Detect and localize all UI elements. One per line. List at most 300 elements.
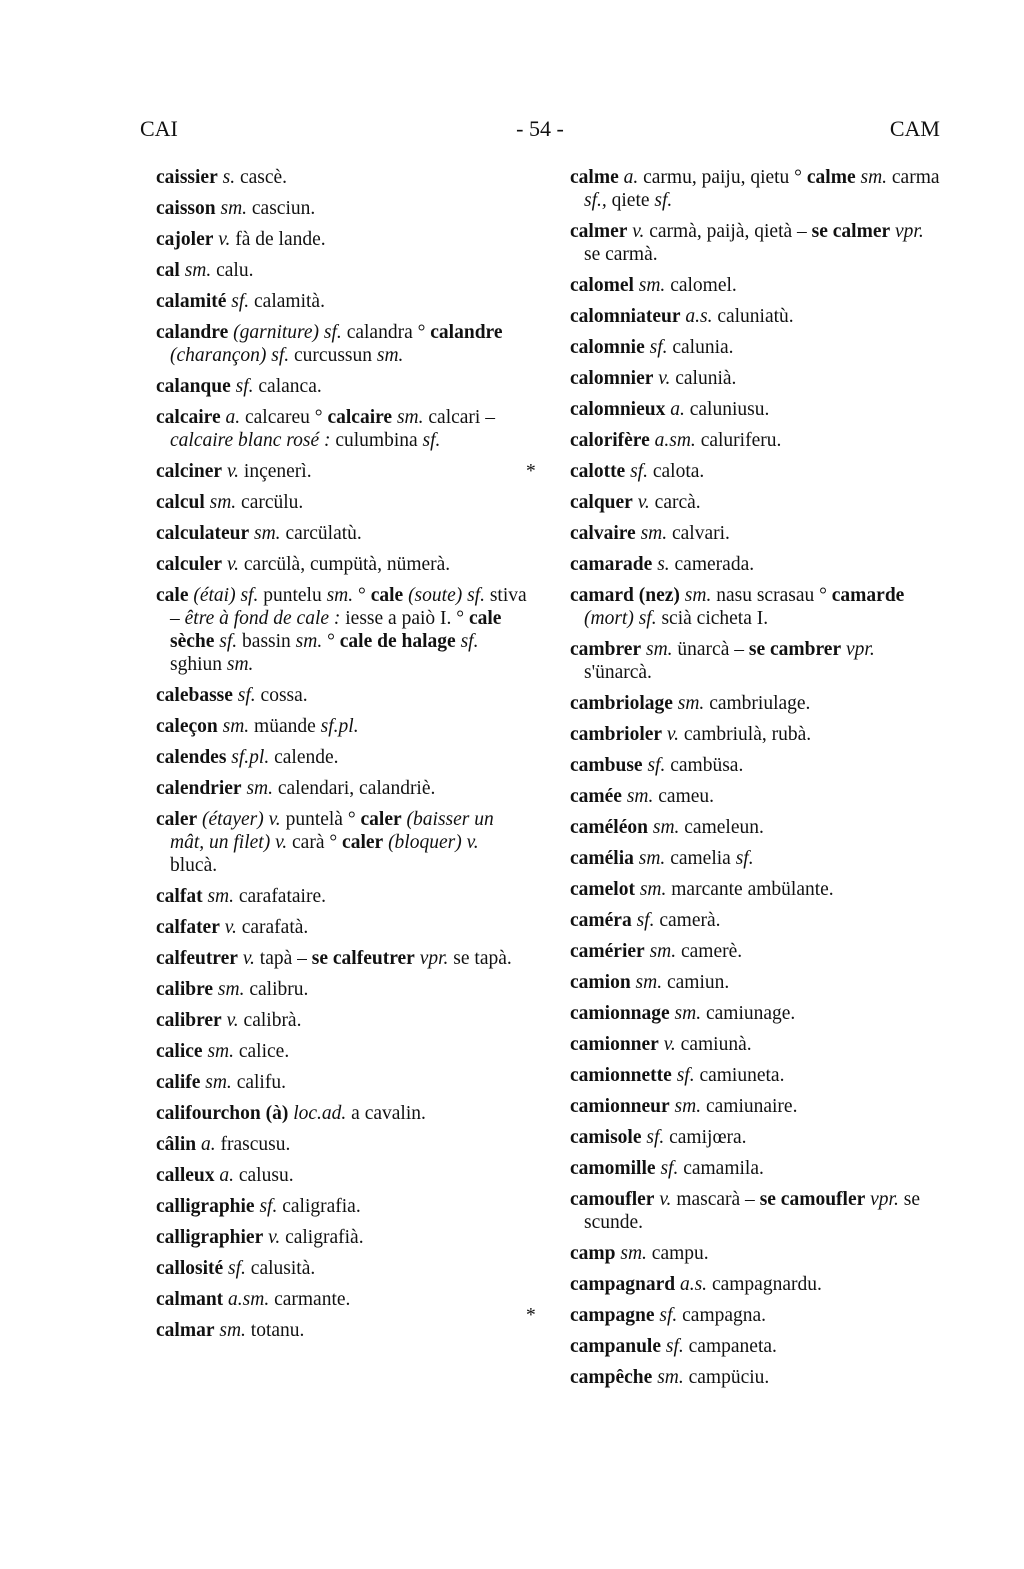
translation: cameu. xyxy=(653,786,715,807)
grammar-label: v. xyxy=(263,1227,281,1248)
dictionary-entry xyxy=(156,166,530,189)
translation: camerè. xyxy=(676,941,743,962)
grammar-label: sf. xyxy=(654,190,673,211)
headword: calotte xyxy=(570,461,626,482)
translation: caligrafia. xyxy=(277,1196,361,1217)
headword: calvaire xyxy=(570,523,636,544)
translation: carmu, paiju, qietu ° xyxy=(638,167,807,188)
translation: puntelà ° xyxy=(280,809,361,830)
dictionary-entry xyxy=(156,259,530,282)
translation: calota. xyxy=(647,461,705,482)
dictionary-entry xyxy=(570,336,944,359)
translation: calamità. xyxy=(249,291,325,312)
headword: cale de halage xyxy=(339,631,456,652)
translation: calanca. xyxy=(253,376,322,397)
headword: campagnard xyxy=(570,1274,676,1295)
grammar-label: sm. xyxy=(635,523,668,544)
headword: calcul xyxy=(156,492,205,513)
grammar-label: v. xyxy=(213,229,231,250)
dictionary-entry xyxy=(570,754,944,777)
grammar-label: sm. xyxy=(376,345,404,366)
dictionary-entry xyxy=(156,1195,530,1218)
grammar-label: v. xyxy=(658,1034,676,1055)
grammar-label: sf. xyxy=(655,1158,679,1179)
translation: caluniatù. xyxy=(712,306,794,327)
translation: campu. xyxy=(646,1243,709,1264)
grammar-label: sm. xyxy=(634,879,667,900)
translation: carcülà, cumpütà, nümerà. xyxy=(239,554,451,575)
grammar-label: sm. xyxy=(213,979,245,1000)
grammar-label: vpr. xyxy=(841,639,875,660)
grammar-label: sm. xyxy=(630,972,663,993)
dictionary-entry xyxy=(156,460,530,483)
grammar-label: sm. xyxy=(179,260,212,281)
dictionary-entry xyxy=(156,290,530,313)
translation: camiunaire. xyxy=(701,1096,798,1117)
grammar-label: a. xyxy=(196,1134,216,1155)
headword: calomnier xyxy=(570,368,654,389)
translation: müande xyxy=(249,716,321,737)
translation: blucà. xyxy=(170,855,218,876)
dictionary-entry xyxy=(156,1133,530,1156)
headword: calfat xyxy=(156,886,203,907)
grammar-label: sm. xyxy=(202,886,234,907)
headword: camionnette xyxy=(570,1065,672,1086)
translation: sghiun xyxy=(170,654,227,675)
grammar-label: v. xyxy=(653,368,671,389)
dictionary-entry xyxy=(570,1126,944,1149)
headword: cale xyxy=(156,585,189,606)
grammar-label: sm. xyxy=(215,198,248,219)
grammar-label: sm. xyxy=(214,1320,246,1341)
headword: calmer xyxy=(570,221,628,242)
headword: calquer xyxy=(570,492,633,513)
headword: camarade xyxy=(570,554,653,575)
dictionary-entry xyxy=(570,429,944,452)
dictionary-entry xyxy=(570,367,944,390)
translation: carma xyxy=(887,167,940,188)
dictionary-entry xyxy=(156,375,530,398)
dictionary-entry xyxy=(156,1009,530,1032)
translation: calusità. xyxy=(245,1258,316,1279)
headword: caleçon xyxy=(156,716,218,737)
grammar-label: v. xyxy=(222,554,240,575)
grammar-label: (mort) sf. xyxy=(584,608,657,629)
headword: calibrer xyxy=(156,1010,222,1031)
translation: se carmà. xyxy=(584,244,658,265)
dictionary-entry xyxy=(156,553,530,576)
dictionary-entry xyxy=(156,746,530,769)
dictionary-entry xyxy=(570,816,944,839)
translation: caluriferu. xyxy=(695,430,782,451)
grammar-label: (bloquer) v. xyxy=(383,832,479,853)
guide-word-right: CAM xyxy=(889,116,940,141)
translation: calendari, calandriè. xyxy=(272,778,436,799)
grammar-label: sf. xyxy=(254,1196,278,1217)
guide-word-left: CAI xyxy=(140,116,178,141)
grammar-label: sf. xyxy=(214,631,238,652)
translation: camerà. xyxy=(654,910,721,931)
headword: camarde xyxy=(831,585,905,606)
headword: cale sèche xyxy=(170,608,502,652)
headword: camp xyxy=(570,1243,616,1264)
translation: culumbina xyxy=(330,430,423,451)
dictionary-entry xyxy=(570,522,944,545)
headword: cale xyxy=(370,585,404,606)
translation: mascarà – xyxy=(671,1189,760,1210)
translation: bassin xyxy=(237,631,296,652)
headword: camoufler xyxy=(570,1189,655,1210)
headword: calendrier xyxy=(156,778,242,799)
dictionary-entry xyxy=(156,947,530,970)
translation: calende. xyxy=(269,747,339,768)
grammar-label: loc.ad. xyxy=(288,1103,347,1124)
translation: cossa. xyxy=(255,685,308,706)
grammar-label: calcaire blanc rosé : xyxy=(170,430,331,451)
grammar-label: a.sm. xyxy=(649,430,696,451)
grammar-label: a. xyxy=(220,407,241,428)
dictionary-entry xyxy=(570,398,944,421)
dictionary-entry xyxy=(156,1071,530,1094)
translation: camamila. xyxy=(678,1158,764,1179)
dictionary-entry xyxy=(156,684,530,707)
headword: camérier xyxy=(570,941,645,962)
translation: iesse a paiò I. ° xyxy=(340,608,469,629)
dictionary-entry xyxy=(156,808,530,877)
headword: calomniateur xyxy=(570,306,681,327)
headword: calleux xyxy=(156,1165,215,1186)
dictionary-entry xyxy=(570,220,944,266)
translation: qiete xyxy=(606,190,655,211)
headword: calligraphier xyxy=(156,1227,264,1248)
grammar-label: v. xyxy=(632,492,650,513)
dictionary-entry xyxy=(156,715,530,738)
grammar-label: s. xyxy=(217,167,236,188)
grammar-label: sm. xyxy=(202,1041,234,1062)
grammar-label: sf., xyxy=(584,190,607,211)
page-number: - 54 - xyxy=(516,116,564,141)
dictionary-entry xyxy=(570,1366,944,1389)
dictionary-entry xyxy=(570,1335,944,1358)
grammar-label: a.sm. xyxy=(223,1289,270,1310)
grammar-label: sf. xyxy=(232,685,256,706)
translation: cascè. xyxy=(235,167,288,188)
translation: stiva – xyxy=(170,585,527,629)
headword: calligraphie xyxy=(156,1196,255,1217)
headword: calibre xyxy=(156,979,214,1000)
dictionary-entry: * calotte sf. calota. xyxy=(526,461,705,482)
headword: calciner xyxy=(156,461,223,482)
translation: campagna. xyxy=(677,1305,767,1326)
headword: calmant xyxy=(156,1289,224,1310)
headword: camionneur xyxy=(570,1096,670,1117)
translation: ° xyxy=(322,631,340,652)
headword: se cambrer xyxy=(748,639,842,660)
dictionary-entry xyxy=(156,777,530,800)
headword: cambuse xyxy=(570,755,643,776)
translation: cameleun. xyxy=(679,817,764,838)
headword: calomnieux xyxy=(570,399,666,420)
dictionary-entry: * campagne sf. campagna. xyxy=(526,1305,767,1326)
headword: calomel xyxy=(570,275,634,296)
headword: caler xyxy=(360,809,402,830)
headword: caisson xyxy=(156,198,216,219)
headword: camée xyxy=(570,786,622,807)
dictionary-entry xyxy=(156,885,530,908)
grammar-label: vpr. xyxy=(890,221,924,242)
grammar-label: sm. xyxy=(633,275,666,296)
translation: calandra ° xyxy=(341,322,431,343)
dictionary-entry xyxy=(570,785,944,808)
headword: califourchon (à) xyxy=(156,1103,289,1124)
grammar-label: sf. xyxy=(631,910,655,931)
translation: caluniusu. xyxy=(684,399,770,420)
dictionary-entry xyxy=(570,909,944,932)
grammar-label: v. xyxy=(627,221,645,242)
translation: carmante. xyxy=(269,1289,351,1310)
dictionary-entry xyxy=(570,692,944,715)
headword: calme xyxy=(570,167,619,188)
grammar-label: sf. xyxy=(671,1065,695,1086)
translation: carafatà. xyxy=(236,917,309,938)
dictionary-entry xyxy=(156,406,530,452)
grammar-label: sm. xyxy=(672,693,705,714)
dictionary-entry xyxy=(570,1157,944,1180)
grammar-label: sf. xyxy=(661,1336,684,1357)
translation: a cavalin. xyxy=(346,1103,426,1124)
grammar-label: sm. xyxy=(633,848,666,869)
headword: caissier xyxy=(156,167,218,188)
dictionary-entry xyxy=(570,1095,944,1118)
headword: calmar xyxy=(156,1320,215,1341)
headword: camion xyxy=(570,972,631,993)
translation: calu. xyxy=(211,260,254,281)
translation: marcante ambülante. xyxy=(666,879,834,900)
left-column xyxy=(156,166,530,1350)
dictionary-entry xyxy=(156,228,530,251)
translation: ünarcà – xyxy=(672,639,749,660)
headword: cal xyxy=(156,260,180,281)
dictionary-entry xyxy=(156,1288,530,1311)
headword: calculateur xyxy=(156,523,250,544)
dictionary-entry xyxy=(156,1226,530,1249)
dictionary-entry xyxy=(156,522,530,545)
grammar-label: sm. xyxy=(217,716,250,737)
grammar-label: sf. xyxy=(641,1127,665,1148)
dictionary-entry xyxy=(570,723,944,746)
dictionary-entry xyxy=(156,916,530,939)
grammar-label: être à fond de cale : xyxy=(184,608,341,629)
dictionary-entry xyxy=(156,491,530,514)
grammar-label: sm. xyxy=(644,941,677,962)
grammar-label: v. xyxy=(654,1189,672,1210)
headword: câlin xyxy=(156,1134,197,1155)
right-column xyxy=(526,166,944,1397)
headword: calorifère xyxy=(570,430,650,451)
translation: calvari. xyxy=(667,523,730,544)
grammar-label: sf. xyxy=(226,291,250,312)
headword: cambrioler xyxy=(570,724,663,745)
headword: se calmer xyxy=(811,221,891,242)
translation: s'ünarcà. xyxy=(584,662,652,683)
translation: camiuneta. xyxy=(694,1065,785,1086)
headword: camionnage xyxy=(570,1003,670,1024)
headword: calcaire xyxy=(156,407,221,428)
translation: fà de lande. xyxy=(230,229,326,250)
headword: caméra xyxy=(570,910,632,931)
translation: se tapà. xyxy=(448,948,512,969)
headword: calandre xyxy=(156,322,229,343)
translation: camerada. xyxy=(669,554,755,575)
translation: calice. xyxy=(233,1041,290,1062)
grammar-label: (étayer) v. xyxy=(197,809,281,830)
grammar-label: sf. xyxy=(642,755,666,776)
headword: calendes xyxy=(156,747,227,768)
headword: cajoler xyxy=(156,229,214,250)
dictionary-entry xyxy=(570,1033,944,1056)
grammar-label: sm. xyxy=(326,585,354,606)
translation: calunia. xyxy=(667,337,734,358)
translation: curcussun xyxy=(289,345,377,366)
translation: scià cicheta I. xyxy=(656,608,769,629)
translation: carcülu. xyxy=(236,492,304,513)
grammar-label: sf.pl. xyxy=(226,747,270,768)
dictionary-entry xyxy=(570,878,944,901)
dictionary-entry xyxy=(156,1164,530,1187)
grammar-label: sm. xyxy=(669,1096,702,1117)
translation: califu. xyxy=(231,1072,286,1093)
dictionary-entry xyxy=(570,940,944,963)
grammar-label: sm. xyxy=(204,492,237,513)
grammar-label: sm. xyxy=(392,407,424,428)
headword: campêche xyxy=(570,1367,653,1388)
dictionary-entry xyxy=(156,1257,530,1280)
grammar-label: sm. xyxy=(621,786,654,807)
translation: carà ° xyxy=(287,832,343,853)
translation: frascusu. xyxy=(215,1134,291,1155)
headword: caméléon xyxy=(570,817,648,838)
dictionary-entry xyxy=(570,584,944,630)
translation: calcareu ° xyxy=(240,407,328,428)
dictionary-entry xyxy=(570,1064,944,1087)
grammar-label: a. xyxy=(214,1165,234,1186)
headword: caler xyxy=(342,832,384,853)
translation: campüciu. xyxy=(683,1367,770,1388)
translation: se scunde. xyxy=(584,1189,920,1233)
grammar-label: sm. xyxy=(249,523,281,544)
grammar-label: vpr. xyxy=(414,948,449,969)
translation: carcà. xyxy=(649,492,701,513)
grammar-label: sm. xyxy=(615,1243,647,1264)
headword: camelot xyxy=(570,879,635,900)
dictionary-entry xyxy=(570,166,944,212)
translation: calibru. xyxy=(244,979,309,1000)
dictionary-entry xyxy=(570,305,944,328)
headword: cambrer xyxy=(570,639,642,660)
grammar-label: sm. xyxy=(855,167,888,188)
translation: camijœra. xyxy=(664,1127,747,1148)
grammar-label: sm. xyxy=(226,654,254,675)
grammar-label: sm. xyxy=(647,817,680,838)
translation: carcülatù. xyxy=(280,523,362,544)
dictionary-entry xyxy=(570,274,944,297)
dictionary-entry xyxy=(156,1102,530,1125)
grammar-label: s. xyxy=(652,554,670,575)
headword: calcaire xyxy=(327,407,393,428)
dictionary-entry xyxy=(570,638,944,684)
translation: cambüsa. xyxy=(665,755,744,776)
headword: calfeutrer xyxy=(156,948,238,969)
translation: cambriulà, rubà. xyxy=(679,724,812,745)
headword: calamité xyxy=(156,291,227,312)
translation: ° xyxy=(353,585,371,606)
grammar-label: (baisser un mât, un filet) v. xyxy=(170,809,494,853)
dictionary-entry xyxy=(156,978,530,1001)
grammar-label: (étai) sf. xyxy=(188,585,259,606)
headword: calanque xyxy=(156,376,231,397)
translation: totanu. xyxy=(245,1320,305,1341)
dictionary-entry xyxy=(156,1319,530,1342)
headword: camélia xyxy=(570,848,634,869)
page-header xyxy=(140,116,940,150)
grammar-label: sf. xyxy=(654,1305,678,1326)
grammar-label: (charançon) sf. xyxy=(170,345,290,366)
dictionary-entry xyxy=(570,847,944,870)
grammar-label: v. xyxy=(662,724,680,745)
headword: calice xyxy=(156,1041,203,1062)
headword: calomnie xyxy=(570,337,645,358)
headword: calfater xyxy=(156,917,220,938)
dictionary-entry xyxy=(570,1188,944,1234)
grammar-label: a. xyxy=(618,167,639,188)
headword: campagne xyxy=(570,1305,655,1326)
grammar-label: sf. xyxy=(422,430,441,451)
headword: calife xyxy=(156,1072,201,1093)
headword: cambriolage xyxy=(570,693,673,714)
headword: calme xyxy=(806,167,856,188)
translation: camelia xyxy=(665,848,736,869)
headword: calandre xyxy=(430,322,503,343)
dictionary-entry xyxy=(570,553,944,576)
grammar-label: sf. xyxy=(735,848,754,869)
translation: calusu. xyxy=(234,1165,294,1186)
translation: calomel. xyxy=(665,275,737,296)
translation: carmà, paijà, qietà – xyxy=(644,221,812,242)
translation: camiun. xyxy=(662,972,730,993)
grammar-label: sm. xyxy=(652,1367,684,1388)
grammar-label: vpr. xyxy=(865,1189,899,1210)
dictionary-entry xyxy=(570,1002,944,1025)
headword: se camoufler xyxy=(759,1189,866,1210)
grammar-label: a. xyxy=(665,399,685,420)
grammar-label: sm. xyxy=(669,1003,702,1024)
grammar-label: sm. xyxy=(200,1072,232,1093)
dictionary-entry xyxy=(156,197,530,220)
translation: nasu scrasau ° xyxy=(711,585,832,606)
translation: inçenerì. xyxy=(239,461,312,482)
dictionary-entry xyxy=(570,491,944,514)
dictionary-entry xyxy=(570,1242,944,1265)
grammar-label: v. xyxy=(237,948,255,969)
headword: camisole xyxy=(570,1127,642,1148)
grammar-label: sm. xyxy=(641,639,673,660)
grammar-label: a.s. xyxy=(680,306,713,327)
translation: camiunage. xyxy=(701,1003,796,1024)
headword: caler xyxy=(156,809,198,830)
grammar-label: (soute) sf. xyxy=(403,585,485,606)
grammar-label: v. xyxy=(219,917,237,938)
headword: campanule xyxy=(570,1336,662,1357)
